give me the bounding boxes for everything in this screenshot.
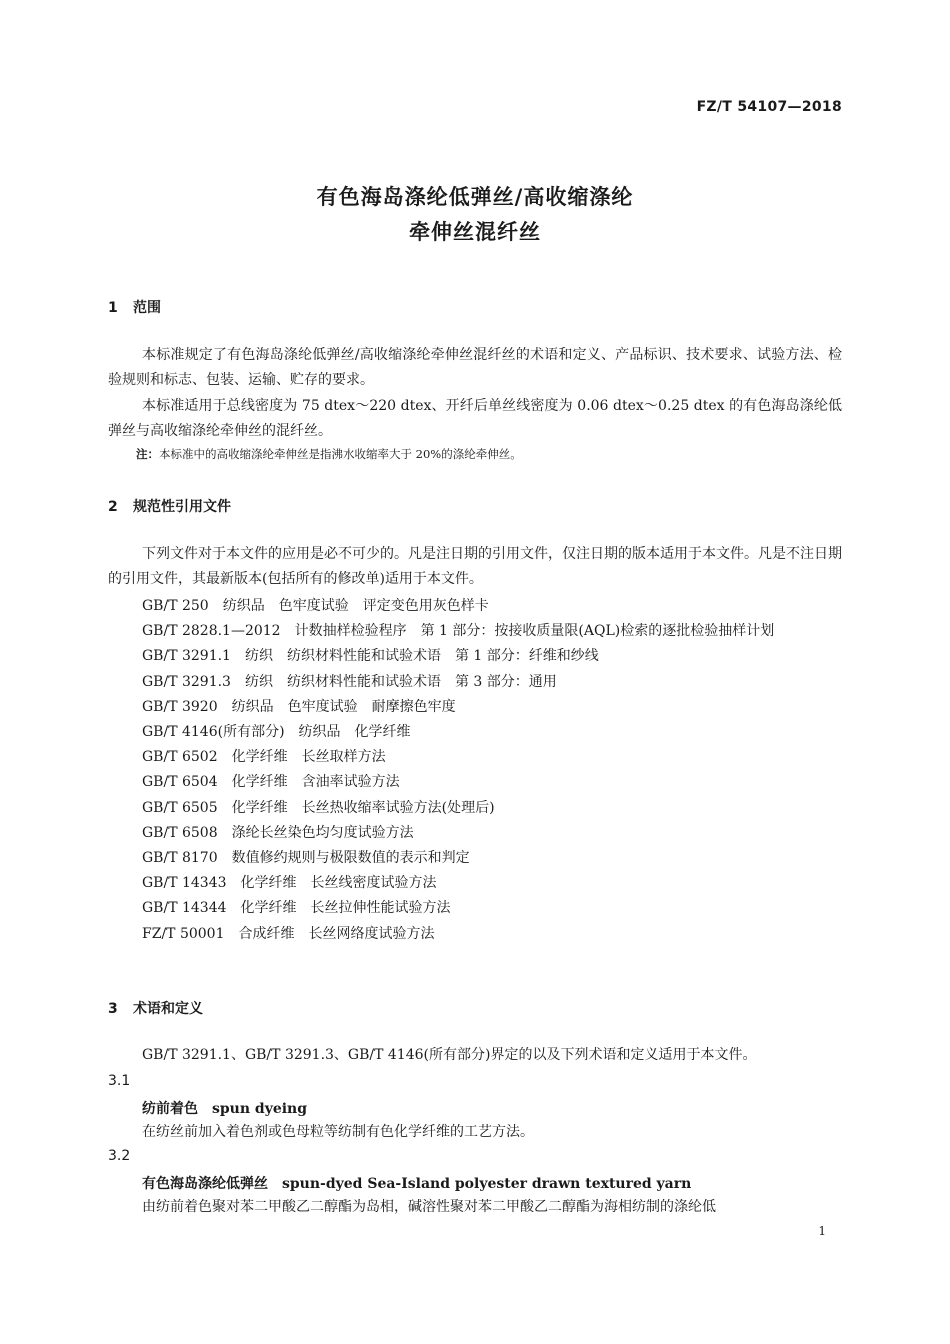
document-title-line1: 有色海岛涤纶低弹丝/高收缩涤纶 [316, 185, 634, 209]
reference-title: 数值修约规则与极限数值的表示和判定 [231, 850, 470, 867]
section-1-heading [108, 297, 161, 317]
section-2-heading [108, 496, 231, 516]
normative-references-list [108, 594, 842, 947]
term-heading [142, 1098, 307, 1118]
reference-title: 化学纤维 长丝取样方法 [231, 749, 386, 766]
reference-item [142, 720, 842, 745]
reference-item [142, 594, 842, 619]
reference-title: 纺织品 色牢度试验 耐摩擦色牢度 [231, 698, 456, 715]
reference-item [142, 695, 842, 720]
reference-title: 纺织品 化学纤维 [298, 724, 411, 741]
reference-code: GB/T 2828.1—2012 [142, 623, 281, 640]
term-english: spun dyeing [212, 1101, 308, 1117]
term-definition: 在纺丝前加入着色剂或色母粒等纺制有色化学纤维的工艺方法。 [142, 1124, 534, 1140]
reference-title: 纺织品 色牢度试验 评定变色用灰色样卡 [222, 598, 489, 614]
reference-item [142, 871, 842, 896]
reference-code: GB/T 14343 [142, 875, 227, 892]
reference-code: GB/T 8170 [142, 850, 218, 867]
reference-code: GB/T 3920 [142, 698, 218, 715]
reference-item [142, 644, 842, 669]
section-1-note [136, 446, 522, 462]
reference-title: 纺织 纺织材料性能和试验术语 第 3 部分：通用 [244, 673, 557, 690]
reference-item [142, 796, 842, 821]
term-definition: 由纺前着色聚对苯二甲酸乙二醇酯为岛相，碱溶性聚对苯二甲酸乙二醇酯为海相纺制的涤纶低 [142, 1199, 716, 1215]
section-title: 术语和定义 [133, 1001, 203, 1017]
reference-title: 化学纤维 长丝热收缩率试验方法(处理后) [231, 799, 495, 816]
reference-item [108, 619, 842, 644]
reference-item [142, 896, 842, 921]
reference-code: FZ/T 50001 [142, 925, 225, 942]
reference-item [142, 846, 842, 871]
term-chinese: 纺前着色 [142, 1101, 198, 1117]
note-label: 注： [136, 447, 159, 461]
standard-number: FZ/T 54107—2018 [696, 99, 842, 115]
document-title-line2: 牵伸丝混纤丝 [409, 220, 541, 244]
reference-code: GB/T 4146(所有部分) [142, 724, 285, 741]
reference-code: GB/T 6502 [142, 749, 218, 766]
section-number: 1 [108, 300, 118, 316]
reference-code: GB/T 6508 [142, 824, 218, 841]
reference-code: GB/T 3291.1 [142, 648, 231, 665]
section-number: 2 [108, 499, 118, 515]
section-title: 范围 [133, 300, 161, 316]
term-english: spun-dyed Sea-Island polyester drawn textured yarn [282, 1176, 692, 1192]
term-heading [142, 1173, 691, 1193]
section-3-intro: GB/T 3291.1、GB/T 3291.3、GB/T 4146(所有部分)界定的以及下列术语和定义适用于本文件。 [142, 1047, 757, 1063]
note-text: 本标准中的高收缩涤纶牵伸丝是指沸水收缩率大于 20%的涤纶牵伸丝。 [159, 447, 522, 461]
term-number: 3.2 [108, 1148, 131, 1164]
reference-item [142, 770, 842, 795]
section-1-paragraph-1: 本标准规定了有色海岛涤纶低弹丝/高收缩涤纶牵伸丝混纤丝的术语和定义、产品标识、技术要求、试验方法、检验规则和标志、包装、运输、贮存的要求。 [108, 347, 842, 388]
reference-item [142, 670, 842, 695]
reference-item [142, 745, 842, 770]
page-number: 1 [818, 1224, 826, 1238]
reference-item [142, 922, 842, 947]
section-2-intro: 下列文件对于本文件的应用是必不可少的。凡是注日期的引用文件，仅注日期的版本适用于本文件。凡是不注日期的引用文件，其最新版本(包括所有的修改单)适用于本文件。 [108, 546, 842, 587]
reference-title: 涤纶长丝染色均匀度试验方法 [231, 824, 414, 841]
section-title: 规范性引用文件 [133, 499, 231, 515]
reference-title: 化学纤维 长丝拉伸性能试验方法 [240, 900, 451, 917]
reference-code: GB/T 250 [142, 598, 209, 614]
reference-code: GB/T 6505 [142, 799, 218, 816]
reference-title: 计数抽样检验程序 第 1 部分：按接收质量限(AQL)检索的逐批检验抽样计划 [294, 623, 775, 640]
reference-title: 化学纤维 含油率试验方法 [231, 774, 400, 791]
reference-title: 纺织 纺织材料性能和试验术语 第 1 部分：纤维和纱线 [244, 648, 599, 665]
section-number: 3 [108, 1001, 118, 1017]
reference-item [142, 821, 842, 846]
term-chinese: 有色海岛涤纶低弹丝 [142, 1176, 268, 1192]
reference-code: GB/T 3291.3 [142, 673, 231, 690]
term-number: 3.1 [108, 1073, 131, 1089]
section-3-heading [108, 998, 203, 1018]
reference-code: GB/T 14344 [142, 900, 227, 917]
reference-code: GB/T 6504 [142, 774, 218, 791]
reference-title: 合成纤维 长丝网络度试验方法 [238, 925, 435, 942]
reference-title: 化学纤维 长丝线密度试验方法 [240, 875, 437, 892]
section-1-paragraph-2: 本标准适用于总线密度为 75 dtex～220 dtex、开纤后单丝线密度为 0.06 dtex～0.25 dtex 的有色海岛涤纶低弹丝与高收缩涤纶牵伸丝的混纤丝。 [108, 398, 842, 439]
